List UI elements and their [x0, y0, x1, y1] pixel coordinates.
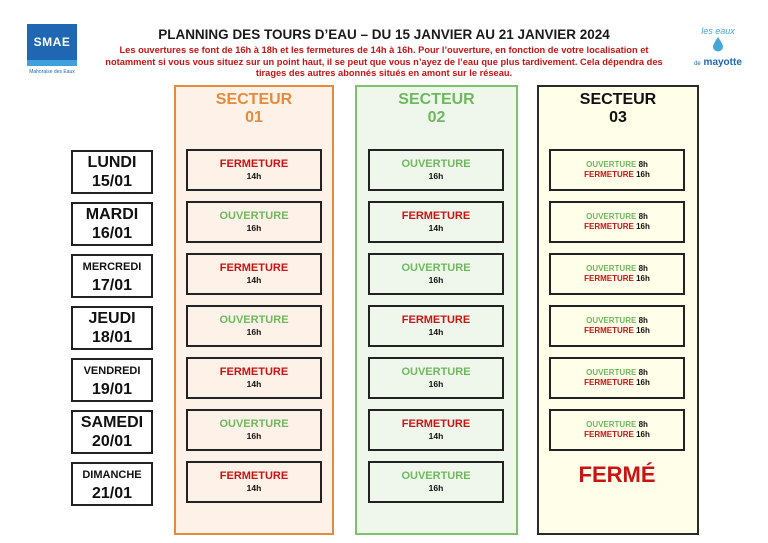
schedule-cell-s2: [368, 201, 504, 243]
close-line: [551, 378, 683, 389]
open-line: [551, 212, 683, 223]
open-hour: 8h: [638, 315, 648, 325]
status-hour: 16h: [428, 171, 444, 181]
open-line: [551, 420, 683, 431]
day-name: MERCREDI: [82, 260, 142, 273]
open-label: OUVERTURE: [586, 263, 637, 273]
schedule-cell-s3: [549, 201, 685, 243]
close-label: FERMETURE: [584, 170, 634, 179]
open-hour: 8h: [638, 211, 648, 221]
schedule-cell-s2: [368, 305, 504, 347]
day-box: [71, 462, 153, 506]
schedule-cell-s1: [186, 461, 322, 503]
day-name: JEUDI: [88, 309, 136, 327]
day-date: 18/01: [91, 328, 133, 346]
status-hour: 16h: [246, 327, 262, 337]
day-box: [71, 202, 153, 246]
open-label: OUVERTURE: [586, 315, 637, 325]
open-line: [551, 368, 683, 379]
status-hour: 14h: [246, 379, 262, 389]
page-subtitle: [92, 45, 676, 80]
status-hour: 14h: [428, 327, 444, 337]
status-label: OUVERTURE: [401, 158, 471, 170]
day-name: VENDREDI: [83, 364, 141, 377]
schedule-cell-s1: [186, 305, 322, 347]
status-label: FERMETURE: [219, 470, 289, 482]
sector-number: 03: [609, 109, 627, 126]
schedule-cell-s2: [368, 253, 504, 295]
open-hour: 8h: [638, 419, 648, 429]
status-hour: 14h: [428, 223, 444, 233]
close-hour: 16h: [636, 326, 650, 335]
eaux-de-mayotte-logo: [690, 26, 746, 74]
close-label: FERMETURE: [584, 326, 634, 335]
mayotte-logo-word: mayotte: [703, 57, 742, 68]
open-hour: 8h: [638, 159, 648, 169]
day-box: [71, 410, 153, 454]
schedule-cell-s1: [186, 201, 322, 243]
status-label: OUVERTURE: [219, 210, 289, 222]
sector-title: [357, 91, 516, 127]
open-label: OUVERTURE: [586, 211, 637, 221]
water-drop-icon: [711, 36, 725, 52]
status-hour: 14h: [246, 483, 262, 493]
day-box: [71, 306, 153, 350]
day-name: MARDI: [85, 205, 139, 223]
day-date: 21/01: [91, 484, 133, 502]
close-line: [551, 430, 683, 441]
status-label: FERMETURE: [401, 418, 471, 430]
sector-number: 02: [427, 109, 446, 126]
smae-tagline: Mahoraise des Eaux: [29, 69, 75, 75]
status-hour: 16h: [246, 223, 262, 233]
close-line: [551, 170, 683, 181]
schedule-cell-s1: [186, 409, 322, 451]
open-line: [551, 264, 683, 275]
sector-title: [539, 91, 697, 127]
status-label: OUVERTURE: [401, 262, 471, 274]
schedule-cell-s3: [549, 409, 685, 451]
status-hour: 16h: [246, 431, 262, 441]
subtitle-line: Les ouvertures se font de 16h à 18h et les fermetures de 14h à 16h. Pour l’ouverture, en fonction de votre localisation et: [119, 45, 649, 55]
smae-brand: SMAE: [27, 24, 77, 60]
close-line: [551, 222, 683, 233]
close-label: FERMETURE: [584, 222, 634, 231]
schedule-cell-s1: [186, 253, 322, 295]
sector-number: 01: [245, 109, 263, 126]
close-hour: 16h: [636, 430, 650, 439]
sector-label: SECTEUR: [579, 91, 657, 108]
schedule-cell-s3: [549, 253, 685, 295]
closed-label: FERMÉ: [578, 462, 656, 487]
wave-icon: [27, 60, 77, 66]
schedule-cell-s3: [549, 149, 685, 191]
day-box: [71, 150, 153, 194]
schedule-cell-s2: [368, 357, 504, 399]
sector-label: SECTEUR: [215, 91, 293, 108]
smae-logo: [24, 24, 80, 82]
status-label: OUVERTURE: [401, 366, 471, 378]
day-name: DIMANCHE: [82, 468, 142, 481]
status-hour: 16h: [428, 379, 444, 389]
open-label: OUVERTURE: [586, 419, 637, 429]
status-hour: 16h: [428, 483, 444, 493]
day-box: [71, 358, 153, 402]
sector-label: SECTEUR: [398, 91, 475, 108]
status-label: FERMETURE: [219, 262, 289, 274]
close-label: FERMETURE: [584, 378, 634, 387]
schedule-cell-s2: [368, 461, 504, 503]
status-label: FERMETURE: [219, 366, 289, 378]
status-hour: 14h: [428, 431, 444, 441]
open-label: OUVERTURE: [586, 367, 637, 377]
day-name: SAMEDI: [80, 413, 144, 431]
status-label: FERMETURE: [401, 314, 471, 326]
status-label: FERMETURE: [401, 210, 471, 222]
schedule-cell-s1: [186, 149, 322, 191]
schedule-cell-s3: [549, 357, 685, 399]
status-label: OUVERTURE: [219, 314, 289, 326]
schedule-cell-s3: [549, 305, 685, 347]
day-date: 15/01: [91, 172, 133, 190]
close-hour: 16h: [636, 274, 650, 283]
mayotte-logo-top: les eaux: [701, 26, 735, 36]
status-label: OUVERTURE: [401, 470, 471, 482]
close-hour: 16h: [636, 222, 650, 231]
close-label: FERMETURE: [584, 274, 634, 283]
schedule-cell-s1: [186, 357, 322, 399]
status-label: FERMETURE: [219, 158, 289, 170]
day-date: 16/01: [91, 224, 133, 242]
subtitle-line: notamment si vous vous situez sur un point haut, il se peut que vous n’ayez de l’eau que plus tardivement. Cela dépendra des: [105, 56, 663, 67]
page-title: PLANNING DES TOURS D’EAU – DU 15 JANVIER AU 21 JANVIER 2024: [158, 27, 610, 42]
close-hour: 16h: [636, 170, 650, 179]
subtitle-line: tirages des autres abonnés situés en amont sur le réseau.: [255, 68, 513, 78]
mayotte-logo-prefix: de: [694, 61, 701, 67]
open-line: [551, 316, 683, 327]
close-line: [551, 326, 683, 337]
open-label: OUVERTURE: [586, 159, 637, 169]
close-line: [551, 274, 683, 285]
day-name: LUNDI: [87, 153, 137, 171]
mayotte-logo-name: [690, 57, 746, 70]
day-date: 19/01: [91, 380, 133, 398]
sector-title: [176, 91, 332, 127]
close-label: FERMETURE: [584, 430, 634, 439]
schedule-cell-s2: [368, 149, 504, 191]
day-date: 17/01: [91, 276, 133, 294]
status-hour: 16h: [428, 275, 444, 285]
open-line: [551, 160, 683, 171]
close-hour: 16h: [636, 378, 650, 387]
status-hour: 14h: [246, 275, 262, 285]
status-hour: 14h: [246, 171, 262, 181]
status-label: OUVERTURE: [219, 418, 289, 430]
day-box: [71, 254, 153, 298]
open-hour: 8h: [638, 263, 648, 273]
open-hour: 8h: [638, 367, 648, 377]
day-date: 20/01: [91, 432, 133, 450]
schedule-cell-s2: [368, 409, 504, 451]
